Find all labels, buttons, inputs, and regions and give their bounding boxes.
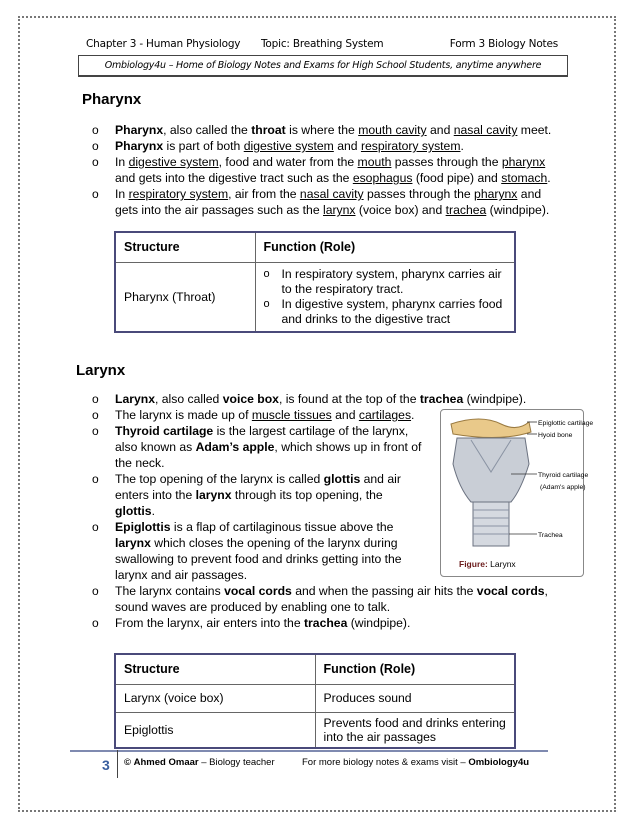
header-chapter: Chapter 3 - Human Physiology (86, 38, 241, 50)
list-item (92, 471, 438, 519)
text: . (411, 408, 415, 422)
page-number: 3 (102, 757, 110, 773)
text: , also called (154, 392, 223, 406)
figure-caption-label: Figure: (459, 559, 488, 569)
figure-label: Hyoid bone (538, 432, 573, 439)
bullet-marker: o (92, 187, 99, 201)
text: sound waves are produced by enabling one to talk. (115, 600, 391, 614)
underlined-term: digestive system (128, 155, 219, 169)
text: , which shows up in front of (274, 440, 422, 454)
text: and when the passing air hits the (291, 584, 477, 598)
text: is the largest cartilage of the larynx, (213, 424, 409, 438)
text: (voice box) and (355, 203, 446, 217)
larynx-function-table (114, 653, 516, 749)
figure-label: Trachea (538, 532, 563, 539)
bullet-marker: o (92, 424, 99, 438)
figure-label: (Adam's apple) (540, 484, 586, 491)
bullet-marker: o (92, 520, 99, 534)
header-tagline: Ombiology4u – Home of Biology Notes and Exams for High School Students, anytime anywhere (78, 55, 568, 77)
larynx-figure (440, 409, 594, 577)
table-header-row (115, 654, 515, 684)
text: which closes the opening of the larynx during (150, 536, 398, 550)
text: (windpipe). (463, 392, 527, 406)
section-title-larynx: Larynx (76, 362, 126, 379)
text: is part of both (163, 139, 244, 153)
page-border-bottom (18, 810, 616, 812)
author-role: – Biology teacher (198, 757, 275, 768)
bullet-marker: o (92, 139, 99, 153)
text: , food and water from the (218, 155, 358, 169)
text: and (331, 408, 359, 422)
page-border-right (614, 16, 616, 812)
text: also known as (115, 440, 196, 454)
header-topic: Topic: Breathing System (261, 38, 384, 50)
term: vocal cords (476, 584, 545, 598)
text: passes through the (391, 155, 502, 169)
text: is a flap of cartilaginous tissue above the (170, 520, 394, 534)
text: , also called the (163, 123, 252, 137)
text: In digestive system, pharynx carries food and drinks to the digestive tract (281, 296, 503, 326)
pharynx-bullet-list (92, 122, 572, 218)
text: and (333, 139, 361, 153)
underlined-term: respiratory system (360, 139, 461, 153)
text: meet. (517, 123, 552, 137)
underlined-term: pharynx (474, 187, 518, 201)
text: through its top opening, the (231, 488, 383, 502)
underlined-term: mouth (357, 155, 392, 169)
list-item (92, 391, 570, 407)
table-cell: Larynx (voice box) (115, 684, 315, 712)
trachea-shape (473, 502, 509, 546)
text: The larynx is made up of (115, 408, 252, 422)
table-header-cell: Structure (115, 654, 315, 684)
table-cell (255, 262, 515, 332)
header-form: Form 3 Biology Notes (449, 38, 558, 50)
term: glottis (115, 504, 152, 518)
pharynx-function-table (114, 231, 516, 333)
term: voice box (222, 392, 279, 406)
table-cell: Epiglottis (115, 712, 315, 748)
text: (food pipe) and (412, 171, 502, 185)
bullet-marker: o (263, 267, 270, 280)
underlined-term: muscle tissues (251, 408, 332, 422)
list-item (92, 583, 570, 615)
text: swallowing to prevent food and drinks getting into the (115, 552, 402, 566)
text: and (426, 123, 454, 137)
underlined-term: nasal cavity (299, 187, 364, 201)
list-item (264, 267, 507, 297)
underlined-term: pharynx (501, 155, 546, 169)
text: passes through the (363, 187, 475, 201)
list-item (92, 615, 570, 631)
bullet-marker: o (92, 155, 99, 169)
term: Thyroid cartilage (115, 424, 214, 438)
thyroid-cartilage-shape (453, 438, 529, 502)
figure-caption-text: Larynx (487, 559, 516, 569)
text: , air from the (228, 187, 300, 201)
author-name: Ahmed Omaar (133, 757, 199, 768)
table-header-cell: Function (Role) (255, 232, 515, 262)
term: Pharynx (115, 139, 164, 153)
list-item (92, 122, 572, 138)
list-item (264, 297, 507, 327)
footer-site (302, 757, 529, 768)
figure-label: Epiglottic cartilage (538, 420, 594, 427)
underlined-term: stomach (501, 171, 548, 185)
text: larynx and air passages. (115, 568, 248, 582)
underlined-term: esophagus (352, 171, 413, 185)
underlined-term: digestive system (243, 139, 334, 153)
term: trachea (419, 392, 464, 406)
footer-author (124, 757, 275, 768)
term: trachea (303, 616, 348, 630)
list-item (92, 186, 572, 218)
text: is where the (285, 123, 359, 137)
epiglottic-cartilage-shape (451, 419, 531, 438)
figure-label: Thyroid cartilage (538, 472, 589, 479)
bullet-marker: o (92, 392, 99, 406)
text: enters into the (115, 488, 196, 502)
footer-site-name: Ombiology4u (468, 757, 530, 768)
text: and gets into the digestive tract such as the (115, 171, 353, 185)
text: . (151, 504, 155, 518)
bullet-marker: o (92, 616, 99, 630)
table-header-row (115, 232, 515, 262)
list-item (92, 138, 572, 154)
table-header-cell: Function (Role) (315, 654, 515, 684)
underlined-term: trachea (445, 203, 487, 217)
list-item (92, 423, 438, 471)
footer-more-text: For more biology notes & exams visit – (302, 757, 469, 768)
text: , is found at the top of the (278, 392, 420, 406)
underlined-term: cartilages (358, 408, 412, 422)
text: (windpipe). (486, 203, 550, 217)
term: larynx (115, 536, 151, 550)
text: (windpipe). (347, 616, 411, 630)
text: In respiratory system, pharynx carries air to the respiratory tract. (281, 266, 502, 296)
text: . (547, 171, 551, 185)
text: . (460, 139, 464, 153)
larynx-illustration (441, 410, 594, 578)
text: In (115, 187, 129, 201)
text: gets into the air passages such as the (115, 203, 323, 217)
text: The larynx contains (115, 584, 225, 598)
term: glottis (323, 472, 361, 486)
text: , (544, 584, 548, 598)
table-row (115, 262, 515, 332)
term: throat (251, 123, 286, 137)
bullet-marker: o (263, 297, 270, 310)
text: and air (360, 472, 401, 486)
term: Adam’s apple (195, 440, 275, 454)
bullet-marker: o (92, 408, 99, 422)
bullet-marker: o (92, 123, 99, 137)
function-list (264, 267, 507, 327)
text: In (115, 155, 129, 169)
term: Pharynx (115, 123, 164, 137)
figure-caption (459, 559, 516, 569)
page-border-left (18, 16, 20, 812)
table-header-cell: Structure (115, 232, 255, 262)
text: the neck. (115, 456, 165, 470)
copyright-symbol: © (124, 757, 131, 768)
section-title-pharynx: Pharynx (82, 91, 142, 108)
bullet-marker: o (92, 472, 99, 486)
term: Larynx (115, 392, 155, 406)
table-cell: Produces sound (315, 684, 515, 712)
underlined-term: respiratory system (128, 187, 229, 201)
text: The top opening of the larynx is called (115, 472, 324, 486)
underlined-term: larynx (323, 203, 356, 217)
text: and (517, 187, 542, 201)
table-row (115, 712, 515, 748)
underlined-term: nasal cavity (453, 123, 518, 137)
text: From the larynx, air enters into the (115, 616, 304, 630)
term: vocal cords (224, 584, 292, 598)
list-item (92, 154, 572, 186)
term: larynx (195, 488, 232, 502)
page-border-top (18, 16, 616, 18)
bullet-marker: o (92, 584, 99, 598)
footer-rule (70, 750, 548, 752)
term: Epiglottis (115, 520, 171, 534)
table-cell: Prevents food and drinks entering into the air passages (315, 712, 515, 748)
table-row (115, 684, 515, 712)
table-cell: Pharynx (Throat) (115, 262, 255, 332)
list-item (92, 519, 438, 583)
underlined-term: mouth cavity (358, 123, 427, 137)
